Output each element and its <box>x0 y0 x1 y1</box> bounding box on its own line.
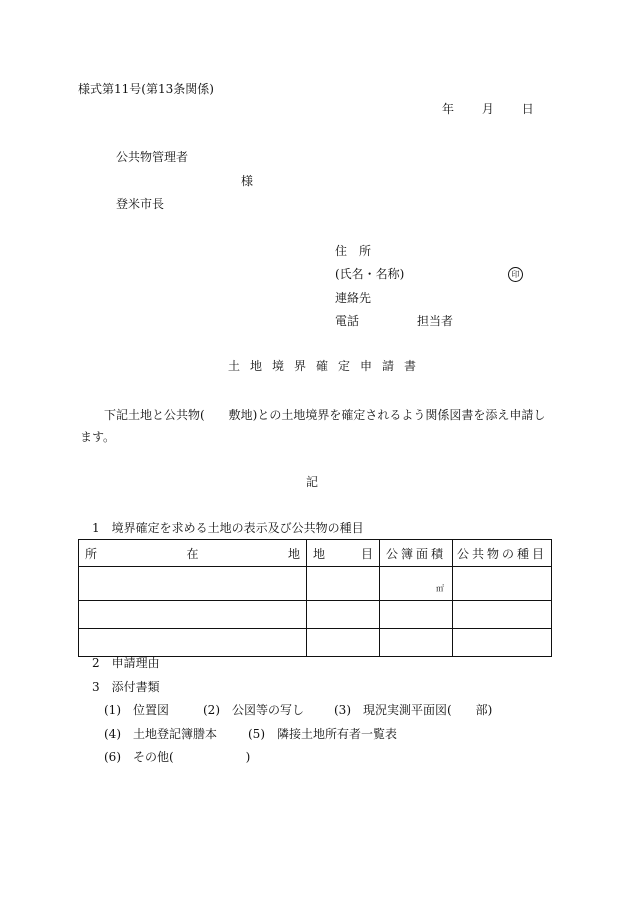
cell-location <box>79 567 307 601</box>
table-row <box>79 629 552 657</box>
header-area: 公簿面積 <box>380 540 453 567</box>
attachment-1: (1) 位置図 <box>104 703 169 717</box>
date-day: 日 <box>521 102 534 116</box>
header-chimoku-1: 地 <box>313 546 326 561</box>
header-chimoku-2: 目 <box>360 546 373 561</box>
cell-area-unit: ㎡ <box>380 567 453 601</box>
header-type: 公共物の種目 <box>453 540 552 567</box>
cell-chimoku <box>307 601 380 629</box>
recipient-honorific: 様 <box>241 174 254 188</box>
table-row <box>79 601 552 629</box>
seal-mark <box>508 266 523 282</box>
header-location-2: 在 <box>186 546 199 561</box>
header-location-3: 地 <box>287 546 300 561</box>
cell-type <box>453 601 552 629</box>
header-location-1: 所 <box>85 546 98 561</box>
applicant-contact-label: 連絡先 <box>335 291 372 305</box>
document-title: 土地境界確定申請書 <box>228 359 427 373</box>
applicant-person-label: 担当者 <box>417 314 454 328</box>
recipient-mayor: 登米市長 <box>116 197 165 211</box>
section-2-heading: 2 申請理由 <box>92 656 160 670</box>
cell-chimoku <box>307 629 380 657</box>
cell-location <box>79 601 307 629</box>
body-paragraph: 下記土地と公共物( 敷地)との土地境界を確定されるよう関係図書を添え申請します。 <box>80 408 546 444</box>
section-3-heading: 3 添付書類 <box>92 680 160 694</box>
land-table <box>78 539 552 657</box>
date-line <box>442 102 534 116</box>
attachment-6: (6) その他( ) <box>104 750 251 764</box>
applicant-address-label: 住 所 <box>335 244 372 258</box>
header-location <box>79 540 307 567</box>
date-year: 年 <box>442 102 455 116</box>
cell-chimoku <box>307 567 380 601</box>
attachment-2: (2) 公図等の写し <box>203 703 304 717</box>
ki-heading: 記 <box>306 475 319 489</box>
attachment-5: (5) 隣接土地所有者一覧表 <box>248 727 397 741</box>
date-month: 月 <box>481 102 494 116</box>
cell-location <box>79 629 307 657</box>
section-1-heading: 1 境界確定を求める土地の表示及び公共物の種目 <box>92 521 364 535</box>
header-chimoku <box>307 540 380 567</box>
table-row <box>79 567 552 601</box>
recipient-office: 公共物管理者 <box>116 150 189 164</box>
cell-area <box>380 601 453 629</box>
cell-area <box>380 629 453 657</box>
form-number: 様式第11号(第13条関係) <box>78 82 214 96</box>
seal-icon: 印 <box>508 267 523 282</box>
cell-type <box>453 567 552 601</box>
table-header-row <box>79 540 552 567</box>
cell-type <box>453 629 552 657</box>
attachment-4: (4) 土地登記簿謄本 <box>104 727 217 741</box>
applicant-phone-label: 電話 <box>335 314 360 328</box>
attachment-3: (3) 現況実測平面図( 部) <box>334 703 493 717</box>
applicant-name-label: (氏名・名称) <box>335 267 405 281</box>
